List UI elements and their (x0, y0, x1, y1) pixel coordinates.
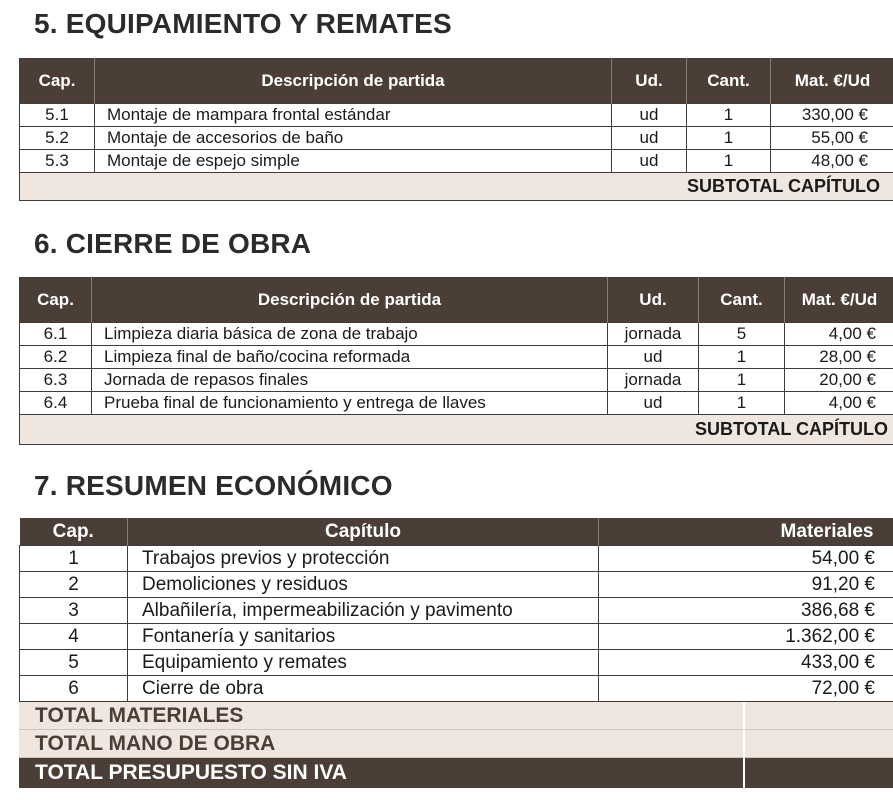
cell-materials: 433,00 € (599, 650, 893, 676)
cell-description: Montaje de espejo simple (95, 150, 612, 173)
table-row (20, 572, 893, 598)
cell-quantity: 1 (699, 392, 785, 415)
cell-chapter: Equipamiento y remates (128, 650, 599, 676)
header-unit: Ud. (608, 278, 699, 323)
cell-cap: 4 (20, 624, 128, 650)
cell-unit: jornada (608, 369, 699, 392)
cell-description: Limpieza diaria básica de zona de trabajo (92, 323, 608, 346)
table-row (20, 624, 893, 650)
table-row (20, 104, 893, 127)
total-materials-row (19, 702, 893, 730)
section-6-title: 6. CIERRE DE OBRA (34, 228, 312, 259)
cell-material-price: 55,00 € (771, 127, 893, 150)
cell-material-price: 4,00 € (785, 392, 893, 415)
cell-unit: ud (612, 150, 687, 173)
header-material-price: Mat. €/Ud (785, 278, 893, 323)
subtotal-label: SUBTOTAL CAPÍTULO (20, 415, 893, 445)
cell-chapter: Demoliciones y residuos (128, 572, 599, 598)
table-row (20, 127, 893, 150)
subtotal-label: SUBTOTAL CAPÍTULO (20, 173, 893, 201)
cell-cap: 5.2 (20, 127, 95, 150)
cell-cap: 6.3 (20, 369, 92, 392)
header-chapter: Capítulo (128, 518, 599, 546)
cell-quantity: 1 (687, 150, 771, 173)
table-row (20, 598, 893, 624)
cell-unit: ud (608, 346, 699, 369)
total-budget-label: TOTAL PRESUPUESTO SIN IVA (19, 758, 743, 788)
cell-cap: 3 (20, 598, 128, 624)
total-materials-label: TOTAL MATERIALES (19, 702, 743, 730)
cell-materials: 1.362,00 € (599, 624, 893, 650)
table-row (20, 346, 893, 369)
cell-materials: 54,00 € (599, 546, 893, 572)
header-description: Descripción de partida (95, 59, 612, 104)
section-7-title: 7. RESUMEN ECONÓMICO (34, 470, 393, 501)
table-row (20, 369, 893, 392)
table-row (20, 650, 893, 676)
cell-description: Jornada de repasos finales (92, 369, 608, 392)
total-materials-value (743, 702, 893, 730)
cell-chapter: Trabajos previos y protección (128, 546, 599, 572)
table-row (20, 392, 893, 415)
cell-unit: ud (612, 127, 687, 150)
total-budget-value (743, 758, 893, 788)
cell-quantity: 1 (687, 127, 771, 150)
total-labor-label: TOTAL MANO DE OBRA (19, 730, 743, 758)
cell-material-price: 4,00 € (785, 323, 893, 346)
cell-quantity: 1 (687, 104, 771, 127)
table-row (20, 323, 893, 346)
cell-material-price: 330,00 € (771, 104, 893, 127)
subtotal-row (20, 173, 893, 201)
cell-chapter: Cierre de obra (128, 676, 599, 702)
cell-quantity: 5 (699, 323, 785, 346)
cell-cap: 2 (20, 572, 128, 598)
section-5-title: 5. EQUIPAMIENTO Y REMATES (34, 8, 452, 39)
header-material-price: Mat. €/Ud (771, 59, 893, 104)
table-row (20, 546, 893, 572)
header-cap: Cap. (20, 59, 95, 104)
header-unit: Ud. (612, 59, 687, 104)
header-description: Descripción de partida (92, 278, 608, 323)
section-6-table (19, 277, 893, 445)
section-5-table (19, 58, 893, 201)
header-cap: Cap. (20, 278, 92, 323)
cell-description: Montaje de mampara frontal estándar (95, 104, 612, 127)
header-cap: Cap. (20, 518, 128, 546)
header-quantity: Cant. (687, 59, 771, 104)
cell-materials: 386,68 € (599, 598, 893, 624)
total-labor-row (19, 730, 893, 758)
subtotal-row (20, 415, 893, 445)
cell-cap: 5 (20, 650, 128, 676)
cell-material-price: 20,00 € (785, 369, 893, 392)
cell-unit: jornada (608, 323, 699, 346)
cell-cap: 1 (20, 546, 128, 572)
cell-materials: 72,00 € (599, 676, 893, 702)
cell-quantity: 1 (699, 369, 785, 392)
table-row (20, 150, 893, 173)
cell-material-price: 48,00 € (771, 150, 893, 173)
cell-quantity: 1 (699, 346, 785, 369)
cell-chapter: Fontanería y sanitarios (128, 624, 599, 650)
cell-cap: 6.1 (20, 323, 92, 346)
cell-description: Montaje de accesorios de baño (95, 127, 612, 150)
cell-description: Prueba final de funcionamiento y entrega de llaves (92, 392, 608, 415)
cell-material-price: 28,00 € (785, 346, 893, 369)
cell-cap: 6 (20, 676, 128, 702)
table-row (20, 676, 893, 702)
cell-unit: ud (612, 104, 687, 127)
cell-cap: 6.2 (20, 346, 92, 369)
totals-block (19, 702, 893, 788)
total-budget-row (19, 758, 893, 788)
cell-cap: 5.1 (20, 104, 95, 127)
summary-table (19, 518, 893, 702)
cell-unit: ud (608, 392, 699, 415)
cell-cap: 5.3 (20, 150, 95, 173)
cell-chapter: Albañilería, impermeabilización y pavimento (128, 598, 599, 624)
cell-cap: 6.4 (20, 392, 92, 415)
total-labor-value (743, 730, 893, 758)
header-materials: Materiales (599, 518, 893, 546)
cell-description: Limpieza final de baño/cocina reformada (92, 346, 608, 369)
cell-materials: 91,20 € (599, 572, 893, 598)
header-quantity: Cant. (699, 278, 785, 323)
